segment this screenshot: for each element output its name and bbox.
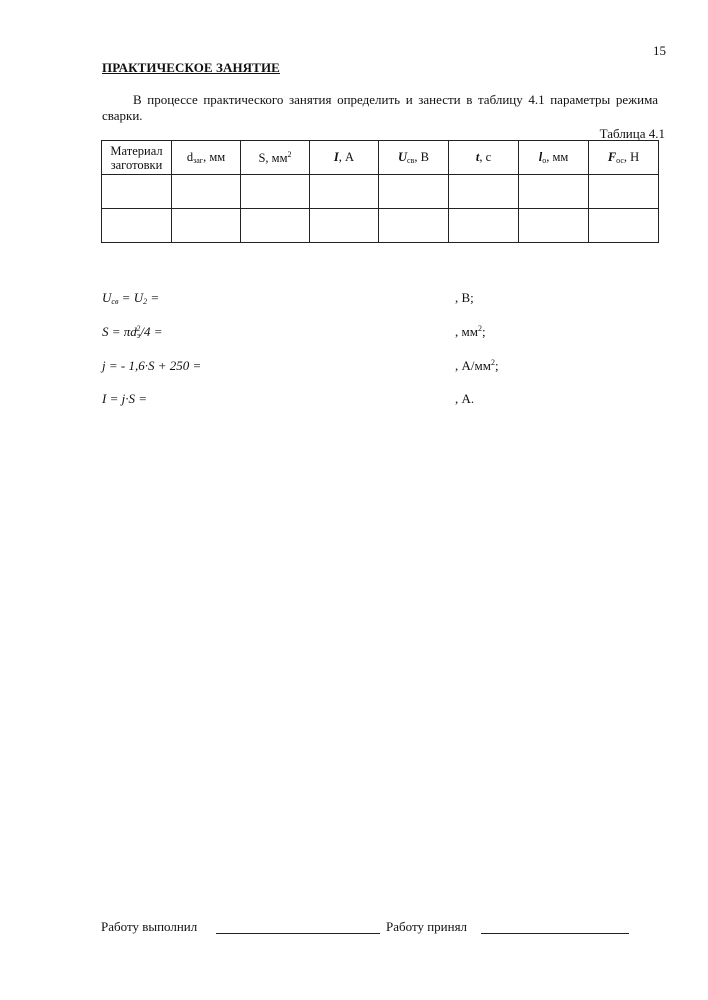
table-cell[interactable] <box>102 175 172 209</box>
parameters-table <box>101 140 659 243</box>
formula-voltage: $U_{св} = U_2$ = <box>102 290 160 306</box>
table-cell[interactable] <box>241 175 310 209</box>
table-row <box>102 209 659 243</box>
work-done-signature-line[interactable] <box>216 933 380 934</box>
table-cell[interactable] <box>172 209 241 243</box>
table-cell[interactable] <box>379 209 449 243</box>
table-cell[interactable] <box>589 175 659 209</box>
formula-area-unit: , $мм^2$; <box>455 324 486 339</box>
header-material: Материал заготовки <box>102 141 172 175</box>
header-voltage: $U_{св}$, В <box>379 141 449 175</box>
table-cell[interactable] <box>379 175 449 209</box>
formula-voltage-unit: , В; <box>455 290 474 305</box>
header-current: I, А <box>310 141 379 175</box>
formula-current: I = j·S = <box>102 391 147 406</box>
work-done-label: Работу выполнил <box>101 919 198 934</box>
table-cell[interactable] <box>589 209 659 243</box>
header-diameter: $d_{заг}$, мм <box>172 141 241 175</box>
table-cell[interactable] <box>519 175 589 209</box>
page-heading: ПРАКТИЧЕСКОЕ ЗАНЯТИЕ <box>102 60 280 75</box>
table-caption: Таблица 4.1 <box>599 126 665 141</box>
table-cell[interactable] <box>519 209 589 243</box>
work-accepted-label: Работу принял <box>386 919 468 934</box>
table-row <box>102 175 659 209</box>
formula-area: $S = \pi d_э^2/4$ = <box>102 324 163 340</box>
table-cell[interactable] <box>172 175 241 209</box>
work-accepted-signature-line[interactable] <box>481 933 629 934</box>
header-time: t, с <box>449 141 519 175</box>
table-cell[interactable] <box>241 209 310 243</box>
table-cell[interactable] <box>449 175 519 209</box>
table-cell[interactable] <box>310 175 379 209</box>
table-cell[interactable] <box>310 209 379 243</box>
page-number: 15 <box>653 43 666 58</box>
task-paragraph: В процессе практического занятия определить и занести в таблицу 4.1 параметры режима сварки. <box>102 92 658 123</box>
table-cell[interactable] <box>102 209 172 243</box>
header-area: S, $мм^2$ <box>241 141 310 175</box>
formula-current-unit: , А. <box>455 391 475 406</box>
header-force: $F_{ос}$, Н <box>589 141 659 175</box>
table-header-row <box>102 141 659 175</box>
formula-current-density: j = - 1,6·S + 250 = <box>102 358 202 373</box>
table-cell[interactable] <box>449 209 519 243</box>
header-length: $l_о$, мм <box>519 141 589 175</box>
formula-current-density-unit: , $А/мм^2$; <box>455 358 499 373</box>
